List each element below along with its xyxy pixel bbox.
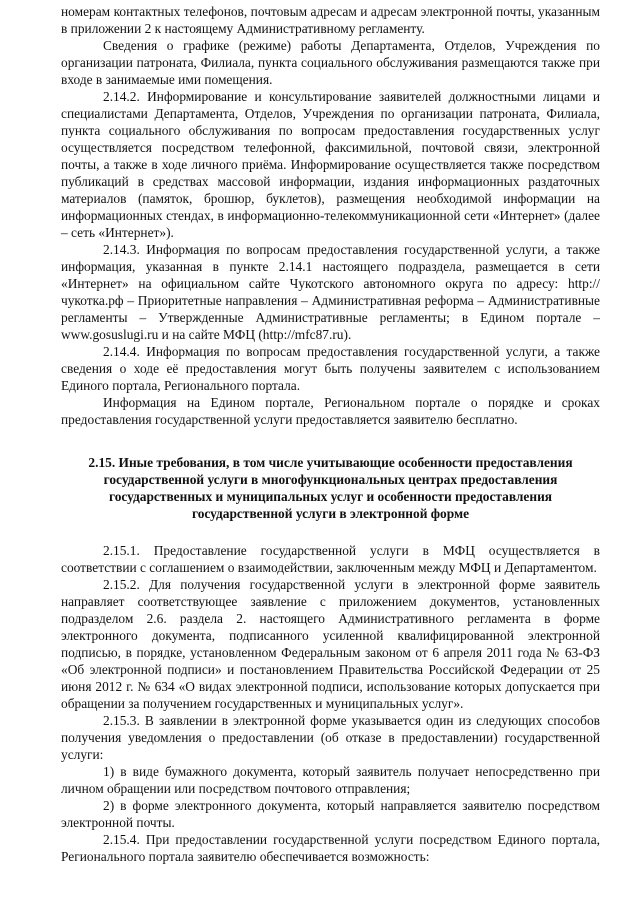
- list-item-electronic-document: 2) в форме электронного документа, который направляется заявителю посредством электронной почты.: [61, 798, 600, 830]
- paragraph-2-14-3: 2.14.3. Информация по вопросам предоставления государственной услуги, а также информация, указанная в пункте 2.14.1 настоящего подраздела, размещается в сети «Интернет» на официальном сайте Чукотского автономного округа по адресу: http://чукотка.рф – Приоритетные направления – Административная реформа – Административные регламенты – Утвержденные Административные регламенты; в Едином портале – www.gosuslugi.ru и на сайте МФЦ (http://mfc87.ru).: [61, 242, 600, 342]
- paragraph-2-15-2: 2.15.2. Для получения государственной услуги в электронной форме заявитель направляет соответствующее заявление с приложением документов, установленных подразделом 2.6. раздела 2. настоящего Административного регламента в форме электронного документа, подписанного усиленной квалифицированной электронной подписью, в порядке, установленном Федеральным законом от 6 апреля 2011 года № 63-ФЗ «Об электронной подписи» и постановлением Правительства Российской Федерации от 25 июня 2012 г. № 634 «О видах электронной подписи, использование которых допускается при обращении за получением государственных и муниципальных услуг».: [61, 577, 600, 711]
- paragraph-contacts-continued: номерам контактных телефонов, почтовым адресам и адресам электронной почты, указанным в приложении 2 к настоящему Административному регламенту.: [61, 4, 600, 36]
- paragraph-schedule-info: Сведения о графике (режиме) работы Департамента, Отделов, Учреждения по организации патроната, Филиала, пункта социального обслуживания размещаются также при входе в занимаемые ими помещения.: [61, 38, 600, 87]
- paragraph-free-info: Информация на Едином портале, Региональном портале о порядке и сроках предоставления государственной услуги предоставляется заявителю бесплатно.: [61, 395, 600, 427]
- list-item-paper-document: 1) в виде бумажного документа, который заявитель получает непосредственно при личном обращении или посредством почтового отправления;: [61, 764, 600, 796]
- document-page: [61, 0, 600, 865]
- section-heading-2-15: 2.15. Иные требования, в том числе учитывающие особенности предоставления государственной услуги в многофункциональных центрах предоставления государственных и муниципальных услуг и особенности предоставления государственной услуги в электронной форме: [88, 455, 573, 521]
- paragraph-2-15-3: 2.15.3. В заявлении в электронной форме указывается один из следующих способов получения уведомления о предоставлении (об отказе в предоставлении) государственной услуги:: [61, 713, 600, 762]
- paragraph-2-15-4: 2.15.4. При предоставлении государственной услуги посредством Единого портала, Регионального портала заявителю обеспечивается возможность:: [61, 832, 600, 864]
- paragraph-2-14-4: 2.14.4. Информация по вопросам предоставления государственной услуги, а также сведения о ходе её предоставления могут быть получены заявителем с использованием Единого портала, Регионального портала.: [61, 344, 600, 393]
- paragraph-2-15-1: 2.15.1. Предоставление государственной услуги в МФЦ осуществляется в соответствии с соглашением о взаимодействии, заключенным между МФЦ и Департаментом.: [61, 543, 600, 575]
- paragraph-2-14-2: 2.14.2. Информирование и консультирование заявителей должностными лицами и специалистами Департамента, Отделов, Учреждения по организации патроната, Филиала, пункта социального обслуживания по вопросам предоставления государственных услуг осуществляется посредством телефонной, факсимильной, почтовой связи, электронной почты, а также в ходе личного приёма. Информирование осуществляется также посредством публикаций в средствах массовой информации, издания информационных раздаточных материалов (памяток, брошюр, буклетов), размещения необходимой информации на информационных стендах, в информационно-телекоммуникационной сети «Интернет» (далее – сеть «Интернет»).: [61, 89, 600, 240]
